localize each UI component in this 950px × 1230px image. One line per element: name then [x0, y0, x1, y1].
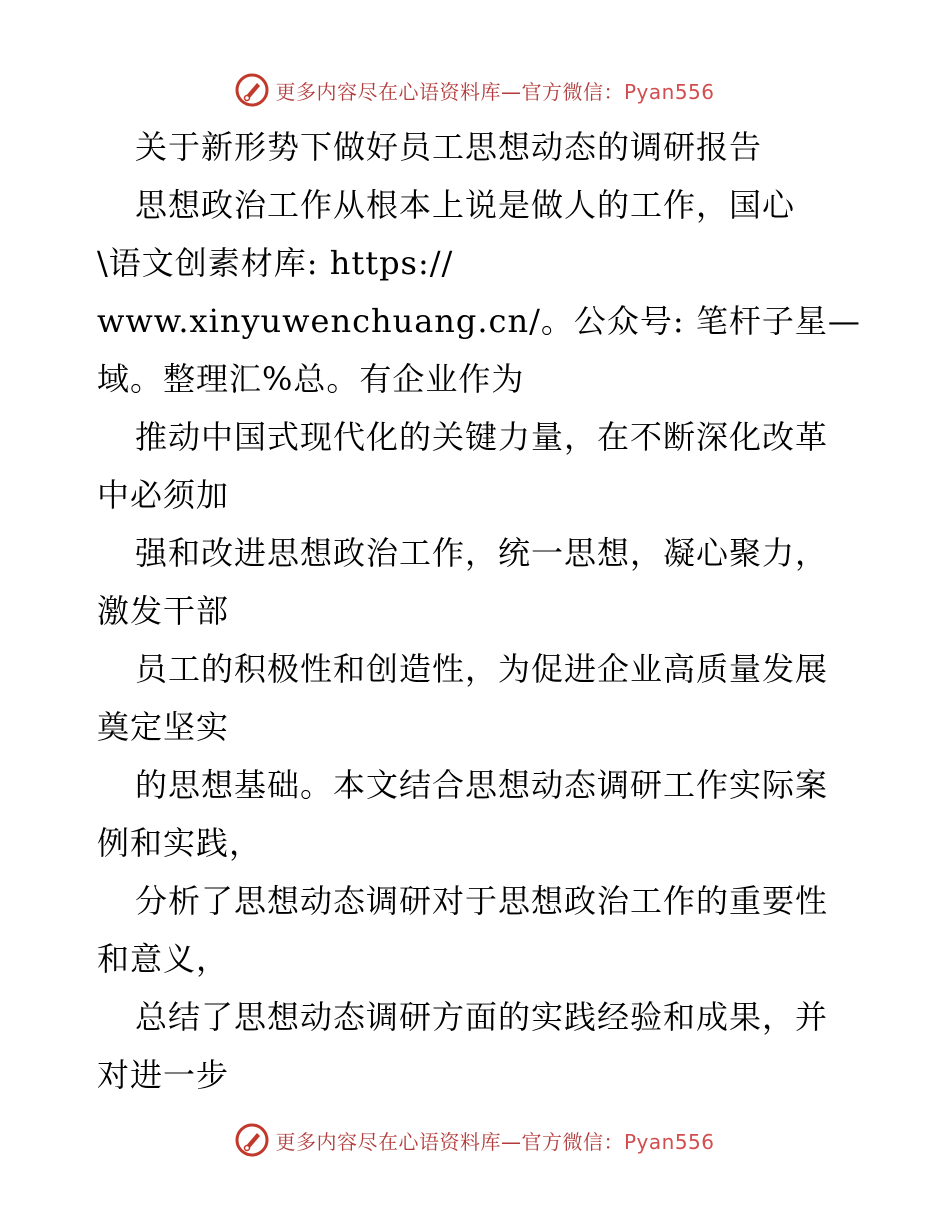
- paragraph-line: 奠定坚实: [97, 708, 230, 746]
- paragraph-line: www.xinyuwenchuang.cn/。公众号: 笔杆子星—: [97, 302, 861, 340]
- footer-watermark: [0, 1120, 950, 1160]
- paragraph-line: 总结了思想动态调研方面的实践经验和成果，并: [135, 998, 829, 1036]
- paragraph-line: \语文创素材库: https://: [97, 244, 454, 282]
- paragraph-line: 对进一步: [97, 1056, 230, 1094]
- paragraph-line: 的思想基础。本文结合思想动态调研工作实际案: [135, 766, 829, 804]
- watermark-wechat-id: Pyan556: [623, 1129, 715, 1154]
- paragraph-line: 域。整理汇%总。有企业作为: [97, 360, 525, 398]
- header-watermark: [0, 70, 950, 110]
- paragraph-line: 激发干部: [97, 592, 230, 630]
- paragraph-line: 和意义，: [97, 940, 230, 978]
- document-body: [97, 118, 861, 1104]
- paragraph-line: 员工的积极性和创造性，为促进企业高质量发展: [135, 650, 829, 688]
- document-title: 关于新形势下做好员工思想动态的调研报告: [135, 128, 763, 166]
- paragraph-line: 分析了思想动态调研对于思想政治工作的重要性: [135, 882, 829, 920]
- paragraph-line: 推动中国式现代化的关键力量，在不断深化改革: [135, 418, 829, 456]
- pen-nib-logo-icon: [235, 1123, 269, 1157]
- watermark-text: [275, 76, 714, 105]
- watermark-wechat-id: Pyan556: [623, 79, 715, 104]
- paragraph-line: 强和改进思想政治工作，统一思想，凝心聚力，: [135, 534, 829, 572]
- paragraph-line: 思想政治工作从根本上说是做人的工作，国心: [135, 186, 796, 224]
- paragraph-line: 例和实践，: [97, 824, 263, 862]
- paragraph-line: 中必须加: [97, 476, 230, 514]
- watermark-main-text: 更多内容尽在心语资料库—官方微信：: [275, 79, 624, 104]
- pen-nib-logo-icon: [235, 73, 269, 107]
- watermark-main-text: 更多内容尽在心语资料库—官方微信：: [275, 1129, 624, 1154]
- watermark-text: [275, 1126, 714, 1155]
